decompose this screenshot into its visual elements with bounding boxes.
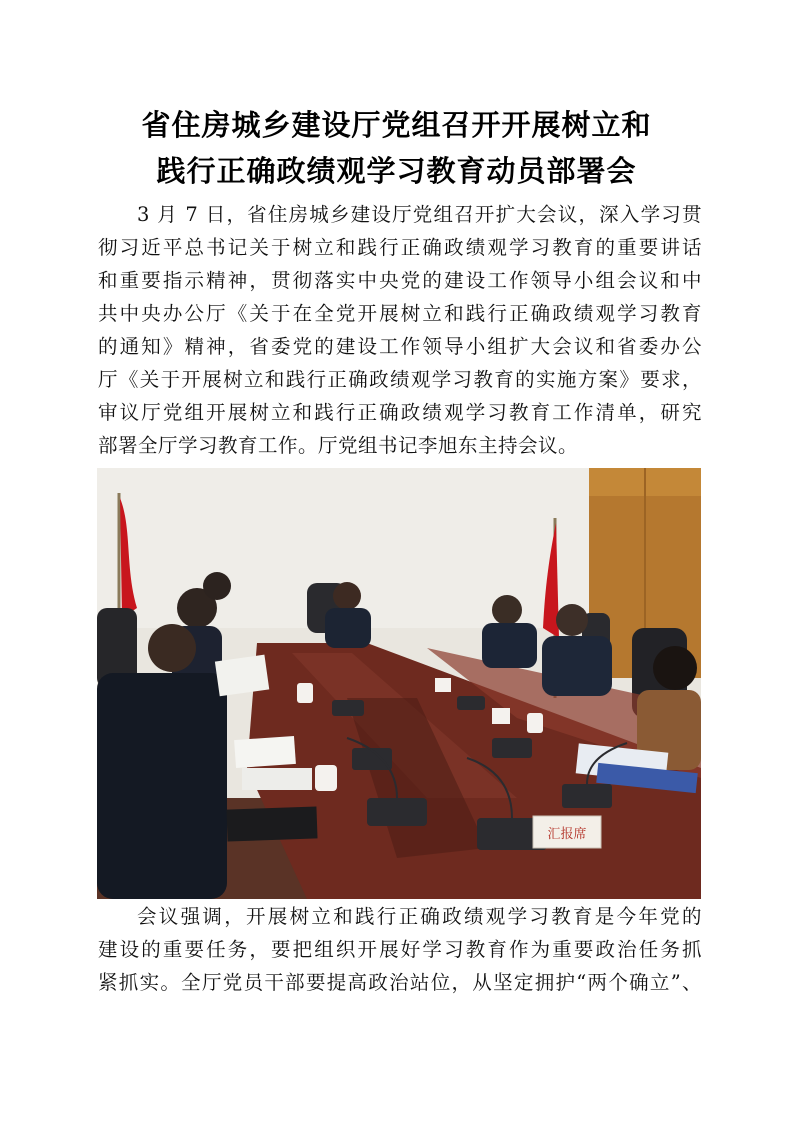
meeting-photo bbox=[97, 468, 701, 899]
paragraph-2-line: 会议强调，开展树立和践行正确政绩观学习教育是今年党的 bbox=[137, 905, 702, 928]
paragraph-1-line: 厅《关于开展树立和践行正确政绩观学习教育的实施方案》要求， bbox=[98, 368, 702, 391]
document-title-line-2: 践行正确政绩观学习教育动员部署会 bbox=[156, 154, 637, 188]
paragraph-1-line: 彻习近平总书记关于树立和践行正确政绩观学习教育的重要讲话 bbox=[98, 236, 702, 259]
paragraph-1-line: 和重要指示精神，贯彻落实中央党的建设工作领导小组会议和中 bbox=[98, 269, 702, 292]
paragraph-2 bbox=[98, 900, 702, 999]
sign-card-label: 汇报席 bbox=[547, 827, 587, 842]
paragraph-1 bbox=[98, 198, 702, 462]
paragraph-1-line: 的通知》精神，省委党的建设工作领导小组扩大会议和省委办公 bbox=[98, 335, 702, 358]
paragraph-1-line: 共中央办公厅《关于在全党开展树立和践行正确政绩观学习教育 bbox=[98, 302, 702, 325]
paragraph-1-line: 3 月 7 日，省住房城乡建设厅党组召开扩大会议，深入学习贯 bbox=[137, 203, 702, 226]
paragraph-1-line: 部署全厅学习教育工作。厅党组书记李旭东主持会议。 bbox=[98, 434, 579, 457]
paragraph-1-line: 审议厅党组开展树立和践行正确政绩观学习教育工作清单，研究 bbox=[98, 401, 702, 424]
paragraph-2-line: 建设的重要任务，要把组织开展好学习教育作为重要政治任务抓 bbox=[98, 938, 702, 961]
document-title-line-1: 省住房城乡建设厅党组召开开展树立和 bbox=[141, 108, 652, 142]
paragraph-2-line: 紧抓实。全厅党员干部要提高政治站位，从坚定拥护“两个确立”、 bbox=[98, 971, 702, 994]
